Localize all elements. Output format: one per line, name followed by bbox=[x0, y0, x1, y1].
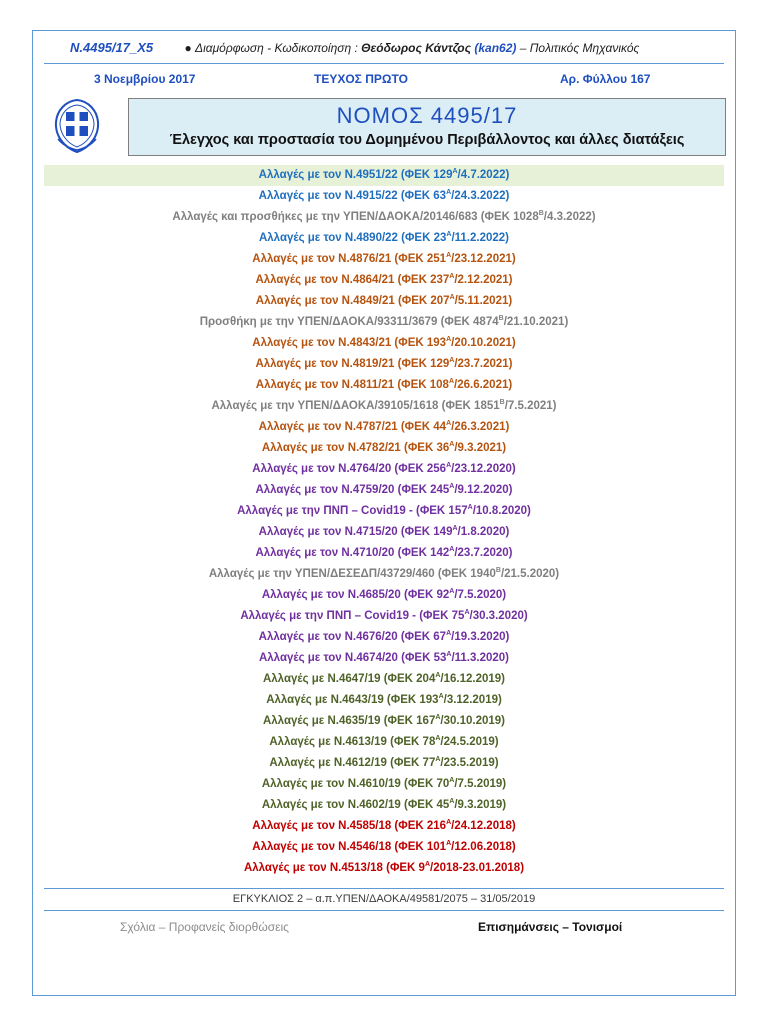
amendment-type-sup: Α bbox=[446, 630, 452, 638]
amendment-type-sup: Α bbox=[449, 546, 455, 554]
amendment-item[interactable] bbox=[44, 480, 724, 501]
amendment-item[interactable] bbox=[44, 711, 724, 732]
amendment-text: Αλλαγές με την ΠΝΠ – Covid19 - (ΦΕΚ 157 bbox=[237, 505, 468, 517]
law-subtitle: Έλεγχος και προστασία του Δομημένου Περιβάλλοντος και άλλες διατάξεις bbox=[169, 132, 685, 148]
amendment-date: /30.3.2020) bbox=[469, 610, 528, 622]
amendment-type-sup: Α bbox=[446, 336, 452, 344]
amendment-item[interactable] bbox=[44, 438, 724, 459]
author-tag: (kan62) bbox=[474, 41, 517, 55]
amendment-type-sup: Β bbox=[538, 210, 544, 218]
amendment-date: /23.12.2020) bbox=[451, 463, 516, 475]
amendment-date: /4.3.2022) bbox=[543, 211, 596, 223]
amendment-type-sup: Α bbox=[446, 462, 452, 470]
amendment-text: Αλλαγές με τον Ν.4685/20 (ΦΕΚ 92 bbox=[261, 589, 450, 601]
amendment-date: /12.06.2018) bbox=[451, 841, 516, 853]
amendment-type-sup: Α bbox=[446, 420, 452, 428]
amendment-type-sup: Α bbox=[435, 735, 441, 743]
amendment-text: Αλλαγές με την ΥΠΕΝ/ΔΑΟΚΑ/39105/1618 (ΦΕΚ 1851 bbox=[211, 400, 500, 412]
amendment-item[interactable] bbox=[44, 753, 724, 774]
amendment-date: /10.8.2020) bbox=[472, 505, 531, 517]
amendment-date: /9.3.2021) bbox=[454, 442, 507, 454]
amendment-type-sup: Α bbox=[446, 819, 452, 827]
amendment-item[interactable] bbox=[44, 585, 724, 606]
amendment-text: Αλλαγές με την ΠΝΠ – Covid19 - (ΦΕΚ 75 bbox=[240, 610, 465, 622]
amendment-item[interactable] bbox=[44, 207, 724, 228]
gazette-issue: ΤΕΥΧΟΣ ΠΡΩΤΟ bbox=[314, 72, 408, 86]
amendment-item[interactable] bbox=[44, 795, 724, 816]
footer-highlights-label: Επισημάνσεις – Τονισμοί bbox=[478, 920, 623, 934]
amendment-item[interactable] bbox=[44, 459, 724, 480]
amendment-item[interactable] bbox=[44, 564, 724, 585]
amendment-text: Αλλαγές με τον Ν.4819/21 (ΦΕΚ 129 bbox=[255, 358, 450, 370]
amendment-text: Αλλαγές με τον Ν.4674/20 (ΦΕΚ 53 bbox=[258, 652, 447, 664]
amendment-text: Αλλαγές με τον Ν.4811/21 (ΦΕΚ 108 bbox=[255, 379, 449, 391]
amendment-date: /2018-23.01.2018) bbox=[430, 862, 525, 874]
gazette-meta bbox=[44, 72, 724, 88]
amendment-date: /23.7.2021) bbox=[454, 358, 513, 370]
amendment-text: Αλλαγές με τον Ν.4951/22 (ΦΕΚ 129 bbox=[258, 169, 453, 181]
amendment-date: /24.12.2018) bbox=[451, 820, 516, 832]
amendment-date: /21.10.2021) bbox=[503, 316, 569, 328]
amendment-date: /11.3.2020) bbox=[451, 652, 510, 664]
amendment-item[interactable] bbox=[44, 228, 724, 249]
amendment-type-sup: Α bbox=[435, 672, 441, 680]
amendment-text: Αλλαγές με τον Ν.4513/18 (ΦΕΚ 9 bbox=[243, 862, 425, 874]
amendment-item[interactable] bbox=[44, 543, 724, 564]
amendment-date: /26.3.2021) bbox=[451, 421, 510, 433]
amendment-date: /21.5.2020) bbox=[500, 568, 560, 580]
amendment-item[interactable] bbox=[44, 732, 724, 753]
amendment-type-sup: Α bbox=[438, 693, 444, 701]
amendment-type-sup: Α bbox=[452, 525, 458, 533]
amendment-type-sup: Α bbox=[449, 798, 455, 806]
amendment-type-sup: Α bbox=[435, 714, 441, 722]
circular-reference: ΕΓΚΥΚΛΙΟΣ 2 – α.π.ΥΠΕΝ/ΔΑΟΚΑ/49581/2075 – 31/05/2019 bbox=[232, 893, 536, 905]
amendment-text: Αλλαγές με Ν.4643/19 (ΦΕΚ 193 bbox=[266, 694, 439, 706]
amendment-text: Αλλαγές με τον Ν.4764/20 (ΦΕΚ 256 bbox=[252, 463, 447, 475]
amendment-date: /23.12.2021) bbox=[451, 253, 516, 265]
amendment-item[interactable] bbox=[44, 816, 724, 837]
amendment-date: /7.5.2019) bbox=[454, 778, 507, 790]
amendment-item[interactable] bbox=[44, 648, 724, 669]
amendment-text: Αλλαγές με τον Ν.4610/19 (ΦΕΚ 70 bbox=[261, 778, 450, 790]
amendment-type-sup: Α bbox=[449, 441, 455, 449]
amendment-text: Αλλαγές με τον Ν.4864/21 (ΦΕΚ 237 bbox=[255, 274, 450, 286]
document-header bbox=[70, 40, 708, 55]
list-divider bbox=[44, 888, 724, 889]
amendment-type-sup: Α bbox=[464, 609, 470, 617]
amendment-item[interactable] bbox=[44, 690, 724, 711]
amendment-item[interactable] bbox=[44, 333, 724, 354]
amendment-text: Αλλαγές με τον Ν.4715/20 (ΦΕΚ 149 bbox=[258, 526, 453, 538]
amendment-date: /3.12.2019) bbox=[443, 694, 502, 706]
footer-comments-label: Σχόλια – Προφανείς διορθώσεις bbox=[120, 920, 289, 934]
amendment-text: Αλλαγές με τον Ν.4782/21 (ΦΕΚ 36 bbox=[261, 442, 450, 454]
amendment-item[interactable] bbox=[44, 165, 724, 186]
amendment-item[interactable] bbox=[44, 627, 724, 648]
amendment-date: /20.10.2021) bbox=[451, 337, 516, 349]
header-divider bbox=[44, 63, 724, 64]
law-title: ΝΟΜΟΣ 4495/17 bbox=[336, 103, 518, 128]
amendment-type-sup: Α bbox=[446, 231, 452, 239]
gazette-sheet: Αρ. Φύλλου 167 bbox=[560, 72, 651, 86]
amendment-text: Αλλαγές με Ν.4612/19 (ΦΕΚ 77 bbox=[269, 757, 436, 769]
amendment-item[interactable] bbox=[44, 837, 724, 858]
amendment-date: /9.12.2020) bbox=[454, 484, 513, 496]
amendment-text: Αλλαγές με τον Ν.4710/20 (ΦΕΚ 142 bbox=[255, 547, 450, 559]
amendment-text: Αλλαγές με Ν.4613/19 (ΦΕΚ 78 bbox=[269, 736, 436, 748]
amendment-type-sup: Α bbox=[435, 756, 441, 764]
amendment-date: /16.12.2019) bbox=[440, 673, 506, 685]
amendment-text: Αλλαγές με Ν.4635/19 (ΦΕΚ 167 bbox=[262, 715, 436, 727]
amendment-date: /19.3.2020) bbox=[451, 631, 510, 643]
amendment-date: /1.8.2020) bbox=[457, 526, 510, 538]
amendment-type-sup: Α bbox=[449, 777, 455, 785]
amendment-type-sup: Α bbox=[449, 273, 455, 281]
amendment-item[interactable] bbox=[44, 375, 724, 396]
amendment-text: Αλλαγές με Ν.4647/19 (ΦΕΚ 204 bbox=[262, 673, 436, 685]
amendment-text: Αλλαγές με τον Ν.4915/22 (ΦΕΚ 63 bbox=[258, 190, 447, 202]
amendment-text: Αλλαγές με τον Ν.4759/20 (ΦΕΚ 245 bbox=[255, 484, 450, 496]
amendment-text: Αλλαγές με τον Ν.4585/18 (ΦΕΚ 216 bbox=[252, 820, 447, 832]
amendment-date: /11.2.2022) bbox=[451, 232, 510, 244]
amendment-text: Αλλαγές και προσθήκες με την ΥΠΕΝ/ΔΑΟΚΑ/20146/683 (ΦΕΚ 1028 bbox=[172, 211, 539, 223]
amendment-date: /5.11.2021) bbox=[454, 295, 513, 307]
law-title-box bbox=[128, 98, 726, 156]
amendment-type-sup: Α bbox=[446, 252, 452, 260]
amendment-date: /30.10.2019) bbox=[440, 715, 506, 727]
author-role: – Πολιτικός Μηχανικός bbox=[519, 41, 640, 55]
amendment-type-sup: Α bbox=[446, 840, 452, 848]
amendment-date: /26.6.2021) bbox=[454, 379, 513, 391]
amendment-text: Αλλαγές με τον Ν.4849/21 (ΦΕΚ 207 bbox=[255, 295, 450, 307]
amendments-list bbox=[44, 165, 724, 879]
amendment-type-sup: Β bbox=[499, 399, 505, 407]
amendment-item[interactable] bbox=[44, 396, 724, 417]
amendment-type-sup: Α bbox=[449, 483, 455, 491]
amendment-text: Αλλαγές με τον Ν.4787/21 (ΦΕΚ 44 bbox=[258, 421, 447, 433]
amendment-type-sup: Α bbox=[449, 294, 455, 302]
amendment-text: Αλλαγές με τον Ν.4843/21 (ΦΕΚ 193 bbox=[252, 337, 447, 349]
header-prefix: ● Διαμόρφωση - Κωδικοποίηση : bbox=[184, 41, 358, 55]
amendment-date: /7.5.2020) bbox=[454, 589, 507, 601]
amendment-text: Αλλαγές με τον Ν.4602/19 (ΦΕΚ 45 bbox=[261, 799, 450, 811]
amendment-text: Αλλαγές με τον Ν.4546/18 (ΦΕΚ 101 bbox=[252, 841, 447, 853]
amendment-date: /24.3.2022) bbox=[451, 190, 510, 202]
amendment-date: /23.7.2020) bbox=[454, 547, 513, 559]
circular-divider bbox=[44, 910, 724, 911]
amendment-item[interactable] bbox=[44, 669, 724, 690]
amendment-date: /4.7.2022) bbox=[457, 169, 510, 181]
amendment-date: /24.5.2019) bbox=[440, 736, 499, 748]
amendment-item[interactable] bbox=[44, 249, 724, 270]
amendment-text: Αλλαγές με τον Ν.4890/22 (ΦΕΚ 23 bbox=[258, 232, 447, 244]
amendment-item[interactable] bbox=[44, 186, 724, 207]
amendment-item[interactable] bbox=[44, 291, 724, 312]
amendment-item[interactable] bbox=[44, 858, 724, 879]
amendment-type-sup: Β bbox=[495, 567, 501, 575]
document-code: N.4495/17_X5 bbox=[70, 40, 154, 55]
amendment-type-sup: Α bbox=[467, 504, 473, 512]
amendment-date: /9.3.2019) bbox=[454, 799, 507, 811]
amendment-date: /23.5.2019) bbox=[440, 757, 499, 769]
amendment-text: Αλλαγές με τον Ν.4676/20 (ΦΕΚ 67 bbox=[258, 631, 447, 643]
amendment-type-sup: Α bbox=[448, 378, 455, 386]
amendment-type-sup: Α bbox=[449, 588, 455, 596]
amendment-item[interactable] bbox=[44, 417, 724, 438]
amendment-type-sup: Α bbox=[452, 168, 458, 176]
amendment-item[interactable] bbox=[44, 270, 724, 291]
author-name: Θεόδωρος Κάντζος bbox=[361, 41, 471, 55]
amendment-text: Προσθήκη με την ΥΠΕΝ/ΔΑΟΚΑ/93311/3679 (ΦΕΚ 4874 bbox=[199, 316, 499, 328]
greek-emblem-icon bbox=[48, 97, 106, 155]
amendment-item[interactable] bbox=[44, 312, 724, 333]
amendment-item[interactable] bbox=[44, 501, 724, 522]
gazette-date: 3 Νοεμβρίου 2017 bbox=[94, 72, 196, 86]
amendment-type-sup: Α bbox=[446, 189, 452, 197]
amendment-item[interactable] bbox=[44, 606, 724, 627]
amendment-type-sup: Α bbox=[446, 651, 452, 659]
amendment-item[interactable] bbox=[44, 522, 724, 543]
amendment-date: /7.5.2021) bbox=[504, 400, 557, 412]
amendment-date: /2.12.2021) bbox=[454, 274, 513, 286]
amendment-text: Αλλαγές με την ΥΠΕΝ/ΔΕΣΕΔΠ/43729/460 (ΦΕΚ 1940 bbox=[208, 568, 496, 580]
amendment-text: Αλλαγές με τον Ν.4876/21 (ΦΕΚ 251 bbox=[252, 253, 447, 265]
amendment-item[interactable] bbox=[44, 774, 724, 795]
amendment-type-sup: Β bbox=[498, 315, 504, 323]
amendment-item[interactable] bbox=[44, 354, 724, 375]
amendment-type-sup: Α bbox=[449, 357, 455, 365]
amendment-type-sup: Α bbox=[424, 861, 431, 869]
